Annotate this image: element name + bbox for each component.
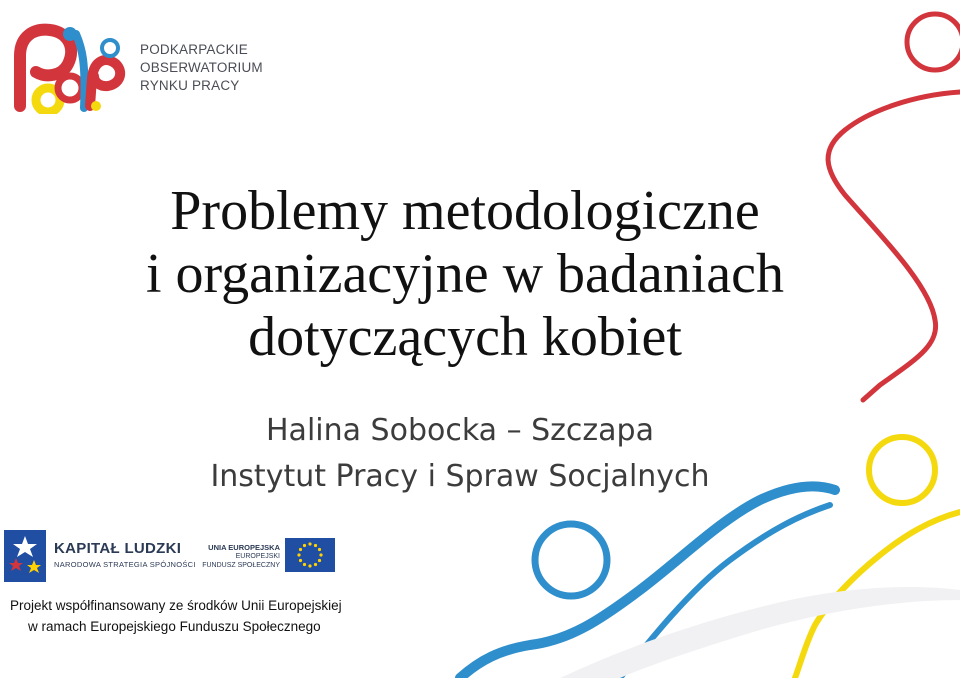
kapital-ludzki-text xyxy=(54,540,196,569)
por-org-line: OBSERWATORIUM xyxy=(140,60,263,75)
kapital-ludzki-icon xyxy=(4,530,46,582)
title-line: i organizacyjne w badaniach xyxy=(145,243,784,305)
eu-flag-icon xyxy=(285,538,335,572)
eu-text xyxy=(200,543,280,570)
title-line: Problemy metodologiczne xyxy=(170,180,760,242)
red-circle-decoration xyxy=(907,14,960,70)
presentation-title xyxy=(0,180,930,369)
kapital-ludzki-subtitle: NARODOWA STRATEGIA SPÓJNOŚCI xyxy=(54,560,196,569)
por-logo-icon xyxy=(6,22,126,114)
eu-line: FUNDUSZ SPOŁECZNY xyxy=(202,562,280,569)
footer-line: Projekt współfinansowany ze środków Unii Europejskiej xyxy=(10,598,342,613)
por-org-name xyxy=(140,41,263,95)
blue-circle-decoration xyxy=(535,524,607,596)
kapital-ludzki-title: KAPITAŁ LUDZKI xyxy=(54,540,182,557)
funding-footer xyxy=(10,595,342,637)
author-block xyxy=(0,408,920,500)
por-org-line: RYNKU PRACY xyxy=(140,78,240,93)
author-institution: Instytut Pracy i Spraw Socjalnych xyxy=(210,459,710,494)
eu-line: UNIA EUROPEJSKA xyxy=(208,543,280,552)
title-line: dotyczących kobiet xyxy=(248,306,682,368)
por-org-line: PODKARPACKIE xyxy=(140,42,248,57)
author-name: Halina Sobocka – Szczapa xyxy=(266,413,654,448)
eu-line: EUROPEJSKI xyxy=(235,553,280,560)
footer-line: w ramach Europejskiego Funduszu Społecznego xyxy=(28,619,321,634)
